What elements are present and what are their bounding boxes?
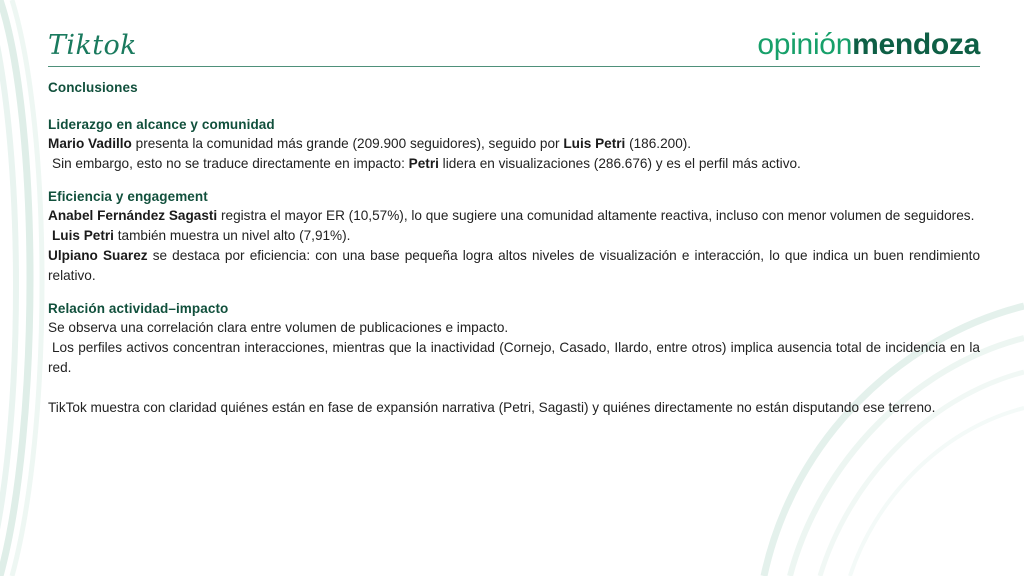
section-line: Anabel Fernández Sagasti registra el mayor ER (10,57%), lo que sugiere una comunidad altamente reactiva, incluso con menor volumen de seguidores. (48, 207, 975, 223)
slide-header (48, 18, 980, 70)
section-line: Mario Vadillo presenta la comunidad más grande (209.900 seguidores), seguido por Luis Petri (186.200). (48, 136, 692, 151)
spacer (48, 286, 980, 301)
section-block (48, 301, 980, 378)
section-title: Eficiencia y engagement (48, 188, 208, 204)
section-title: Relación actividad–impacto (48, 300, 229, 316)
brand-logo (757, 30, 980, 60)
section-block (48, 117, 980, 174)
section-block (48, 189, 980, 286)
section-line: Luis Petri también muestra un nivel alto (7,91%). (52, 227, 351, 243)
header-divider (48, 66, 980, 67)
section-line: Sin embargo, esto no se traduce directamente en impacto: Petri lidera en visualizaciones (286.676) y es el perfil más activo. (52, 155, 801, 171)
slide-content (48, 80, 980, 418)
page-title: Tiktok (48, 30, 137, 61)
section-title: Liderazgo en alcance y comunidad (48, 117, 275, 132)
brand-logo-bold: mendoza (852, 28, 980, 61)
closing-paragraph: TikTok muestra con claridad quiénes están en fase de expansión narrativa (Petri, Sagasti) y quiénes directamente no están disputando ese terreno. (48, 399, 936, 415)
section-line: Ulpiano Suarez se destaca por eficiencia: con una base pequeña logra altos niveles de visualización e interacción, lo que indica un buen rendimiento relativo. (48, 247, 981, 283)
spacer (48, 97, 980, 117)
content-heading: Conclusiones (48, 80, 138, 95)
brand-logo-light: opinión (757, 28, 853, 61)
section-line: Los perfiles activos concentran interacciones, mientras que la inactividad (Cornejo, Casado, Ilardo, entre otros) implica ausencia total de incidencia en la red. (48, 339, 980, 375)
section-line: Se observa una correlación clara entre volumen de publicaciones e impacto. (48, 319, 509, 335)
spacer (48, 378, 980, 398)
spacer (48, 174, 980, 189)
